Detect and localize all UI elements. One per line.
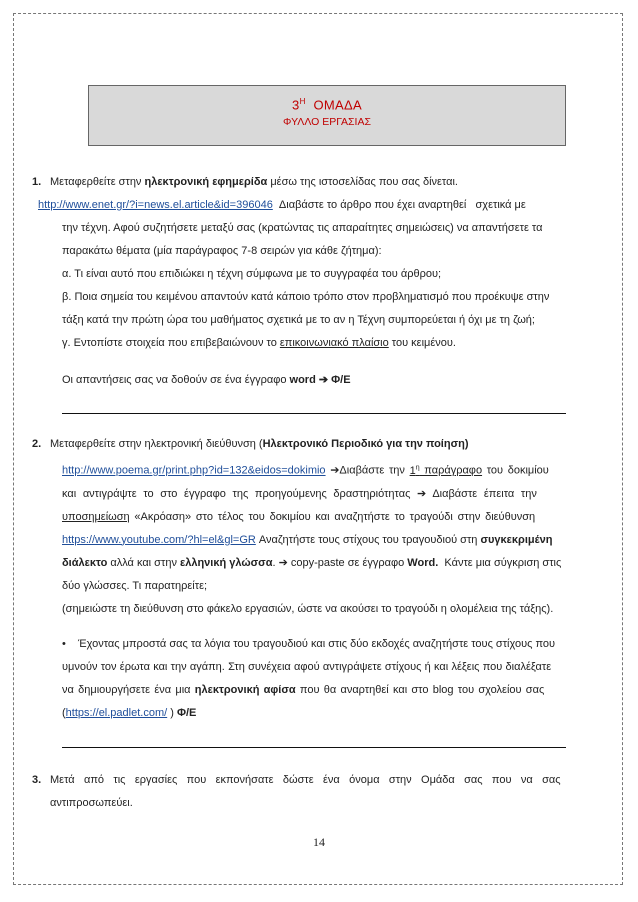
padlet-link[interactable]: https://el.padlet.com/ (65, 706, 168, 719)
arrow-icon: ➔ (315, 374, 332, 386)
question-2 (32, 433, 568, 748)
q1-line-1 (46, 171, 568, 194)
enet-link[interactable]: http://www.enet.gr/?i=news.el.article&id=396046 (38, 199, 273, 211)
q2-bullet-line-3 (46, 679, 568, 702)
q2-line-1 (46, 433, 568, 456)
q1-text: μέσω της ιστοσελίδας που σας δίνεται. (267, 176, 458, 188)
q2-fe-label: Φ/Ε (176, 706, 197, 719)
q2-word-label: Word. (407, 556, 439, 569)
q2-text: αλλά και στην (107, 556, 180, 569)
worksheet-subtitle: ΦΥΛΛΟ ΕΡΓΑΣΙΑΣ (283, 116, 371, 129)
q3-line-2: αντιπροσωπεύει. (50, 796, 133, 809)
q1-text: Οι απαντήσεις σας να δοθούν σε ένα έγγραφο (62, 374, 290, 386)
q2-footnote-term: υποσημείωση (62, 510, 130, 523)
q2-bullet-line-1: Έχοντας μπροστά σας τα λόγια του τραγουδιού και στις δύο εκδοχές αναζητήστε τους στίχους που (78, 637, 556, 650)
bullet-icon: • (62, 637, 66, 650)
q2-ordinal: 1 (409, 464, 416, 477)
q1-bold-term: ηλεκτρονική εφημερίδα (144, 176, 268, 188)
q2-text: «Ακρόαση» στο τέλος του δοκιμίου και αναζητήστε το τραγούδι στην διεύθυνση (129, 510, 536, 523)
q2-text: του δοκιμίου (482, 464, 549, 477)
q1-text: Μεταφερθείτε στην (50, 176, 145, 188)
question-1-number: 1. (32, 176, 42, 188)
q2-line-2 (46, 456, 568, 483)
q2-text: Αναζητήστε τους στίχους του τραγουδιού στη (255, 533, 481, 546)
q2-text: να δημιουργήσετε ένα μια (62, 683, 195, 696)
q2-line-5 (46, 529, 568, 552)
q2-bold-term: ελληνική γλώσσα (180, 556, 273, 569)
q2-text: Μεταφερθείτε στην ηλεκτρονική διεύθυνση ( (50, 438, 263, 450)
q2-line-7: δύο γλώσσες. Τι παρατηρείτε; (62, 579, 208, 592)
question-1 (32, 171, 568, 414)
q2-bold-term: Ηλεκτρονικό Περιοδικό για την ποίηση) (262, 438, 469, 450)
q2-text: ) (167, 706, 177, 719)
q2-bold-term: διάλεκτο (62, 556, 108, 569)
group-label: ΟΜΑΔΑ (313, 97, 362, 113)
group-number: 3 (292, 97, 300, 113)
group-number-sup: Η (299, 97, 306, 106)
youtube-link[interactable]: https://www.youtube.com/?hl=el&gl=GR (62, 533, 256, 546)
q1-line-3: την τέχνη. Αφού συζητήσετε μεταξύ σας (κρατώντας τις απαραίτητες σημειώσεις) να απαντήσετε τα (62, 222, 543, 234)
q1-line-2 (38, 194, 568, 217)
q1-item-b-1: β. Ποια σημεία του κειμένου απαντούν κατά κάποιο τρόπο στον προβληματισμό που προέκυψε στην (62, 291, 550, 303)
q1-text: του κειμένου. (388, 337, 456, 349)
page-number: 14 (313, 835, 325, 849)
q2-bullet-item (46, 633, 568, 725)
header-box (88, 85, 566, 146)
divider (62, 747, 566, 748)
q2-bullet-line-2: υμνούν τον έρωτα και την αγάπη. Στη συνέχεια αφού αντιγράψετε στίχους ή και λέξεις που διαλέξατε (62, 660, 552, 673)
q2-text: ( (62, 706, 66, 719)
q2-bullet-line-4 (46, 702, 568, 725)
q1-line-4: παρακάτω θέματα (μία παράγραφος 7-8 σειρών για κάθε ζήτημα): (62, 245, 382, 257)
question-2-number: 2. (32, 438, 42, 450)
q2-text: . ➔ copy-paste σε έγγραφο (272, 556, 408, 569)
question-3 (32, 769, 568, 815)
q1-item-b-2: τάξη κατά την πρώτη ώρα του μαθήματος σχετικά με το αν η Τέχνη συμπορεύεται ή όχι με τη ζωή; (62, 314, 535, 326)
q2-text: Κάντε μια σύγκριση στις (438, 556, 562, 569)
divider (62, 413, 566, 414)
q1-text: Διαβάστε το άρθρο που έχει αναρτηθεί σχετικά με (272, 199, 526, 211)
q2-bold-term: συγκεκριμένη (480, 533, 553, 546)
poema-link[interactable]: http://www.poema.gr/print.php?id=132&eidos=dokimio (62, 464, 326, 477)
q2-line-4 (46, 506, 568, 529)
q1-answer-instruction (46, 369, 568, 392)
q2-paragraph-ref (410, 465, 420, 477)
q1-item-c (46, 332, 568, 355)
q1-fe-label: Φ/Ε (331, 374, 351, 386)
group-title (89, 97, 565, 112)
q2-text: ➔Διαβάστε την (325, 464, 410, 477)
document-body (32, 171, 568, 815)
q1-underlined-term: επικοινωνιακό πλαίσιο (279, 337, 389, 349)
q2-line-3: και αντιγράψτε το στο έγγραφο της προηγούμενης δραστηριότητας ➔ Διαβάστε έπειτα την (62, 487, 537, 500)
q1-item-a: α. Τι είναι αυτό που επιδιώκει η τέχνη σύμφωνα με το συγγραφέα του άρθρου; (62, 268, 442, 280)
question-3-number: 3. (32, 773, 42, 786)
q2-line-8: (σημειώστε τη διεύθυνση στο φάκελο εργασιών, ώστε να ακούσει το τραγούδι η ολομέλεια της τάξης). (62, 602, 554, 615)
q2-paragraph-word: παράγραφο (419, 464, 483, 477)
q1-text: γ. Εντοπίστε στοιχεία που επιβεβαιώνουν το (62, 337, 280, 349)
q1-word-label: word (289, 374, 316, 386)
q2-text: που θα αναρτηθεί και στο blog του σχολείου σας (295, 683, 545, 696)
q3-line-1: Μετά από τις εργασίες που εκπονήσατε δώστε ένα όνομα στην Ομάδα σας που να σας (50, 773, 561, 786)
q2-line-6 (46, 552, 568, 575)
q2-bold-term: ηλεκτρονική αφίσα (194, 683, 296, 696)
q2-ordinal-sup: η (415, 464, 420, 471)
